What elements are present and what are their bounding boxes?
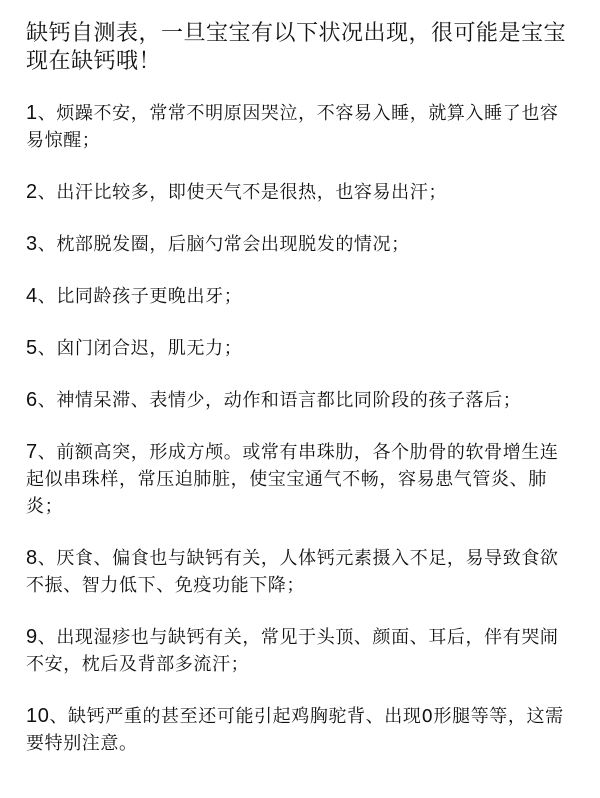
item-text: 、厌食、偏食也与缺钙有关，人体钙元素摄入不足，易导致食欲不振、智力低下、免疫功能下降； [26,548,559,596]
item-number: 8 [26,547,38,569]
list-item [26,703,576,757]
symptom-list [26,100,576,757]
item-text: 、枕部脱发圈，后脑勺常会出现脱发的情况； [37,234,410,255]
item-number: 10 [26,705,50,727]
item-text: 、出汗比较多，即使天气不是很热，也容易出汗； [37,182,447,203]
item-text: 、囟门闭合迟，肌无力； [37,338,243,359]
list-item [26,387,576,414]
list-item [26,231,576,258]
document-title: 缺钙自测表，一旦宝宝有以下状况出现，很可能是宝宝现在缺钙哦！ [26,21,567,74]
list-item [26,179,576,206]
item-text: 、烦躁不安，常常不明原因哭泣，不容易入睡，就算入睡了也容易惊醒； [26,103,559,151]
list-item [26,545,576,599]
list-item [26,439,576,520]
item-number: 4 [26,285,38,307]
item-number: 2 [26,181,38,203]
item-number: 9 [26,626,38,648]
list-item [26,624,576,678]
item-number: 1 [26,102,38,124]
item-number: 3 [26,233,38,255]
item-text: 、比同龄孩子更晚出牙； [37,286,243,307]
item-number: 7 [26,441,38,463]
list-item [26,335,576,362]
item-text: 、出现湿疹也与缺钙有关，常见于头顶、颜面、耳后，伴有哭闹不安，枕后及背部多流汗； [26,627,559,675]
item-text: 、神情呆滞、表情少，动作和语言都比同阶段的孩子落后； [37,390,522,411]
item-number: 5 [26,337,38,359]
item-number: 6 [26,389,38,411]
list-item [26,283,576,310]
list-item [26,100,576,154]
item-text: 、前额高突，形成方颅。或常有串珠肋，各个肋骨的软骨增生连起似串珠样，常压迫肺脏，使宝宝通气不畅，容易患气管炎、肺炎； [26,442,559,517]
item-text: 、缺钙严重的甚至还可能引起鸡胸驼背、出现0形腿等等，这需要特别注意。 [26,706,564,754]
